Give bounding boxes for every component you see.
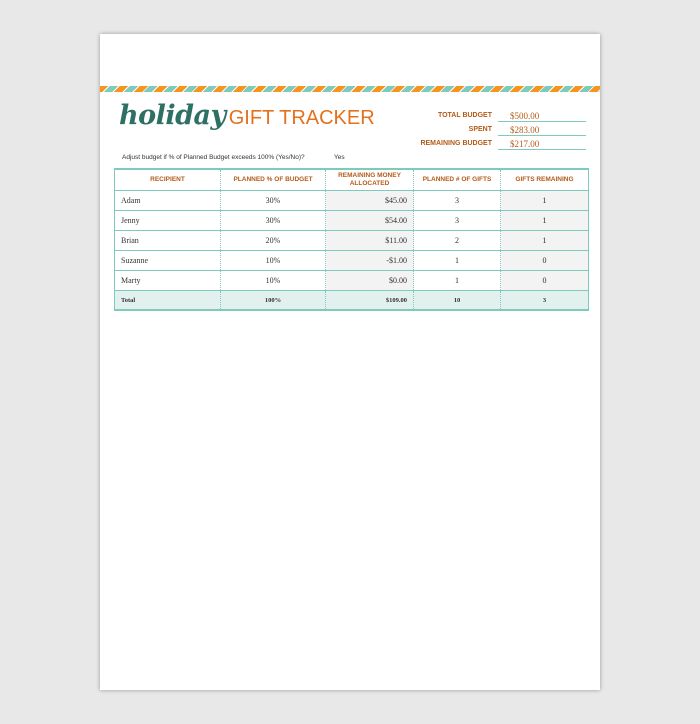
table-header-row (115, 169, 589, 191)
remaining-money-cell: -$1.00 (326, 251, 414, 271)
budget-row-remaining (400, 138, 588, 152)
gift-tracker-table (114, 168, 589, 311)
spent-value: $283.00 (498, 124, 586, 136)
remaining-budget-label: REMAINING BUDGET (420, 140, 492, 147)
adjust-budget-label: Adjust budget if % of Planned Budget exceeds 100% (Yes/No)? (122, 154, 305, 161)
table-row (115, 251, 589, 271)
header-recipient: RECIPIENT (115, 169, 221, 191)
remaining-money-cell: $45.00 (326, 191, 414, 211)
planned-gifts-cell[interactable]: 1 (414, 251, 501, 271)
table-row (115, 271, 589, 291)
planned-pct-cell[interactable]: 30% (221, 211, 326, 231)
header-planned-pct: PLANNED % OF BUDGET (221, 169, 326, 191)
total-remaining-cell: 3 (501, 291, 589, 311)
planned-pct-cell[interactable]: 30% (221, 191, 326, 211)
recipient-cell[interactable]: Adam (115, 191, 221, 211)
adjust-budget-value[interactable]: Yes (334, 154, 345, 161)
total-gifts-cell: 10 (414, 291, 501, 311)
gifts-remaining-cell: 1 (501, 211, 589, 231)
recipient-cell[interactable]: Jenny (115, 211, 221, 231)
recipient-cell[interactable]: Suzanne (115, 251, 221, 271)
table-row (115, 211, 589, 231)
budget-row-total (400, 110, 588, 124)
header-gifts-remaining: GIFTS REMAINING (501, 169, 589, 191)
total-label-cell: Total (115, 291, 221, 311)
remaining-money-cell: $54.00 (326, 211, 414, 231)
table-row (115, 231, 589, 251)
budget-summary (400, 110, 588, 152)
header-remaining-money: REMAINING MONEY ALLOCATED (326, 169, 414, 191)
title-script: holiday (119, 100, 226, 131)
total-budget-label: TOTAL BUDGET (437, 112, 492, 119)
remaining-money-cell: $0.00 (326, 271, 414, 291)
remaining-money-cell: $11.00 (326, 231, 414, 251)
planned-pct-cell[interactable]: 10% (221, 251, 326, 271)
remaining-budget-value: $217.00 (498, 138, 586, 150)
total-budget-value[interactable]: $500.00 (498, 110, 586, 122)
gifts-remaining-cell: 1 (501, 191, 589, 211)
decorative-stripe (100, 86, 600, 92)
gifts-remaining-cell: 0 (501, 271, 589, 291)
planned-pct-cell[interactable]: 10% (221, 271, 326, 291)
planned-gifts-cell[interactable]: 1 (414, 271, 501, 291)
total-money-cell: $109.00 (326, 291, 414, 311)
page-title (119, 102, 375, 129)
gifts-remaining-cell: 0 (501, 251, 589, 271)
table-total-row (115, 291, 589, 311)
total-pct-cell: 100% (221, 291, 326, 311)
header-planned-gifts: PLANNED # OF GIFTS (414, 169, 501, 191)
budget-row-spent (400, 124, 588, 138)
spent-label: SPENT (468, 126, 492, 133)
gifts-remaining-cell: 1 (501, 231, 589, 251)
planned-gifts-cell[interactable]: 2 (414, 231, 501, 251)
planned-gifts-cell[interactable]: 3 (414, 211, 501, 231)
title-main: GIFT TRACKER (228, 107, 375, 129)
recipient-cell[interactable]: Brian (115, 231, 221, 251)
planned-pct-cell[interactable]: 20% (221, 231, 326, 251)
recipient-cell[interactable]: Marty (115, 271, 221, 291)
table-row (115, 191, 589, 211)
document-page (100, 34, 600, 690)
planned-gifts-cell[interactable]: 3 (414, 191, 501, 211)
